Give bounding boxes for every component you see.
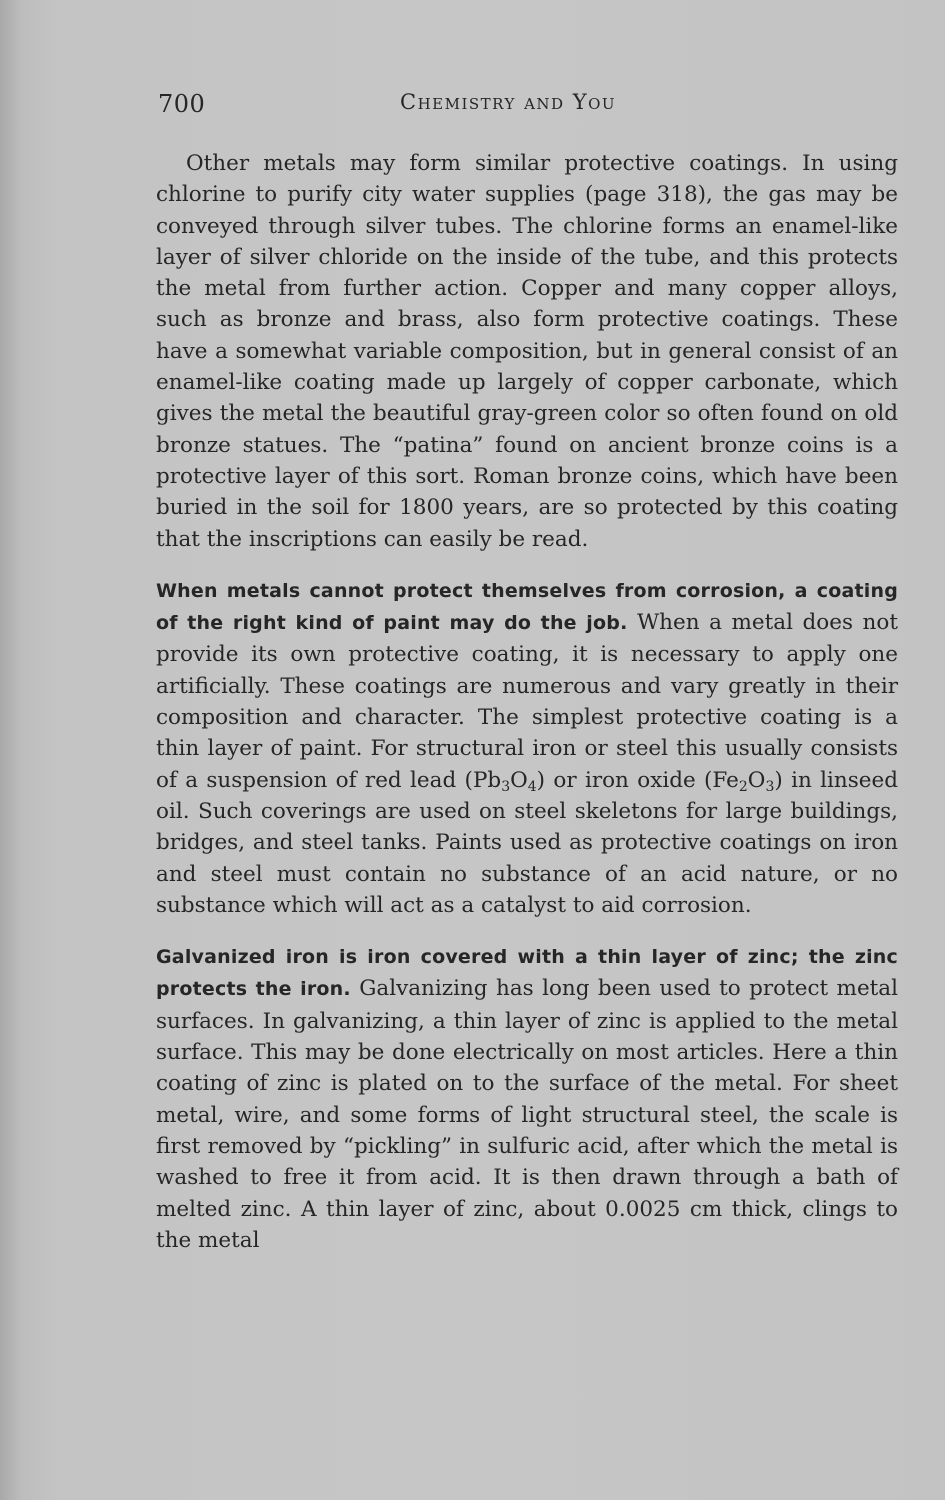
formula-iron-oxide: $Fe_2O_3$ — [712, 767, 775, 795]
paragraph-galvanized-iron — [156, 941, 898, 1256]
formula-red-lead: $Pb_3O_4$ — [472, 767, 537, 795]
paragraph-text: Other metals may form similar protective coatings. In using chlorine to purify city water supplies (page 318), the gas may be conveyed through silver tubes. The chlorine forms an enamel-like layer of silver chloride on the inside of the tube, and this protects the metal from further action. Copper and many copper alloys, such as bronze and brass, also form protective coatings. These have a somewhat variable composition, but in general consist of an enamel-like coating made up largely of copper carbonate, which gives the metal the beautiful gray-green color so often found on old bronze statues. The “patina” found on ancient bronze coins is a protective layer of this sort. Roman bronze coins, which have been buried in the soil for 1800 years, are so protected by this coating that the inscriptions can easily be read. — [156, 151, 898, 552]
paragraph-lead-heading: When metals cannot protect themselves from corrosion, a coating of the right kind of paint may do the job. — [156, 579, 898, 635]
body-text — [156, 148, 898, 1256]
paragraph-lead-heading: Galvanized iron is iron covered with a thin layer of zinc; the zinc protects the iron. — [156, 946, 898, 1001]
page-number: 700 — [158, 90, 206, 118]
paragraph-text: Galvanizing has long been used to protect metal surfaces. In galvanizing, a thin layer of zinc is applied to the metal surface. This may be done electrically on most articles. Here a thin coating of zinc is plated on to the surface of the metal. For sheet metal, wire, and some forms of light structural steel, the scale is first removed by “pickling” in sulfuric acid, after which the metal is washed to free it from acid. It is then drawn through a bath of melted zinc. A thin layer of zinc, about 0.0025 cm thick, clings to the metal — [156, 976, 899, 1253]
paragraph-text: ) in linseed oil. Such coverings are used on steel skeletons for large buildings, bridges, and steel tanks. Paints used as protective coatings on iron and steel must contain no substance of an acid nature, or no substance which will act as a catalyst to aid corrosion. — [156, 767, 898, 918]
page-header — [158, 90, 898, 130]
running-title: Chemistry and You — [400, 90, 617, 114]
paragraph-text: When a metal does not provide its own protective coating, it is necessary to apply one artificially. These coatings are numerous and vary greatly in their composition and character. The simplest protective coating is a thin layer of paint. For structural iron or steel this usually consists of a suspension of red lead ( — [156, 610, 898, 793]
paragraph-text: ) or iron oxide ( — [536, 767, 713, 793]
paragraph-protective-coatings — [156, 148, 898, 555]
paragraph-paint-coatings — [156, 575, 898, 921]
